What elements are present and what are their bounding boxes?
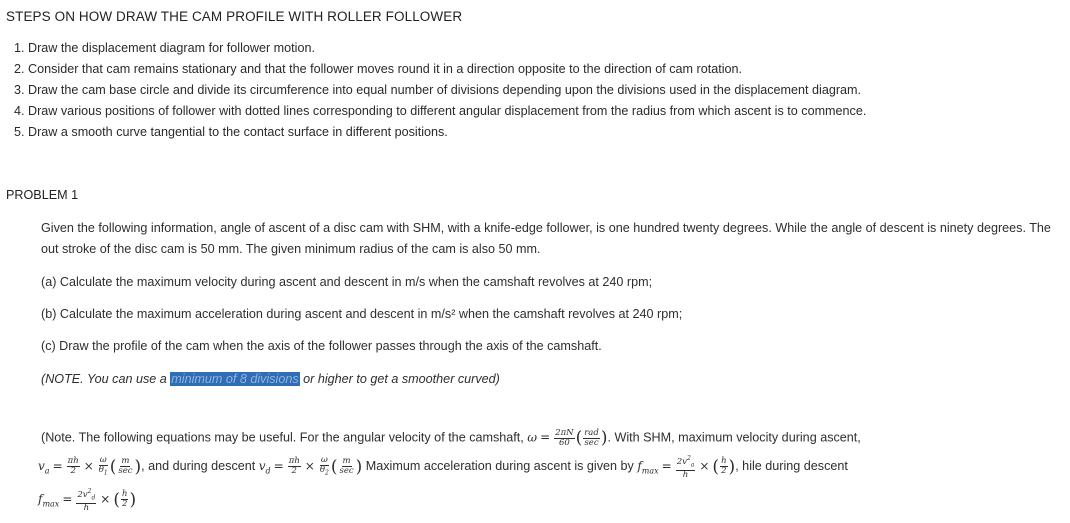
m-per-sec-unit-descent: $\frac{m}{\sec}$ bbox=[339, 456, 354, 477]
note-prefix: (NOTE. You can use a bbox=[41, 372, 171, 386]
times-sign: × bbox=[83, 459, 94, 474]
h-over-2-descent: $\frac{h}{2}$ bbox=[121, 489, 128, 510]
omega-over-theta1: $\frac{\omega}{\theta_1}$ bbox=[98, 454, 108, 477]
max-accel-text: Maximum acceleration during ascent is given by bbox=[362, 459, 638, 474]
equals-sign: = bbox=[540, 430, 551, 445]
fmax-symbol-descent: $f_{max}$ bbox=[38, 492, 60, 509]
problem-heading: PROBLEM 1 bbox=[6, 188, 79, 202]
hile-descent-text: , hile during descent bbox=[735, 459, 848, 474]
page-title: STEPS ON HOW DRAW THE CAM PROFILE WITH ROLLER FOLLOWER bbox=[6, 9, 463, 24]
unit-sec: sec bbox=[584, 437, 599, 448]
unit-rad: rad bbox=[584, 427, 599, 438]
two-va-squared-over-h: $\frac{2v^2_a}{h}$ bbox=[676, 455, 695, 480]
omega-numerator: 2πN bbox=[555, 427, 574, 438]
shm-velocity-text: . With SHM, maximum velocity during ascent, bbox=[607, 430, 861, 445]
pih-over-2: $\frac{\pi h}{2}$ bbox=[67, 456, 79, 477]
problem-part-b: (b) Calculate the maximum acceleration during ascent and descent in m/s² when the camshaft revolves at 240 rpm; bbox=[41, 307, 683, 321]
step-2: 2. Consider that cam remains stationary and that the follower moves round it in a direction opposite to the direction of cam rotation. bbox=[14, 62, 743, 76]
omega-denominator: 60 bbox=[558, 437, 570, 448]
problem-part-a: (a) Calculate the maximum velocity during ascent and descent in m/s when the camshaft revolves at 240 rpm; bbox=[41, 275, 653, 289]
note-highlight[interactable]: minimum of 8 divisions bbox=[171, 372, 299, 386]
equals-sign: = bbox=[52, 459, 63, 474]
equations-intro: (Note. The following equations may be useful. For the angular velocity of the camshaft, bbox=[41, 430, 528, 445]
two-vd-squared-over-h: $\frac{2v^2_d}{h}$ bbox=[77, 488, 96, 513]
step-5: 5. Draw a smooth curve tangential to the contact surface in different positions. bbox=[14, 125, 448, 139]
problem-intro: Given the following information, angle of ascent of a disc cam with SHM, with a knife-edge follower, is one hundred twenty degrees. While the angle of descent is ninety degrees. The out stroke of the disc cam is 50 mm. The given minimum radius of the cam is also 50 mm. bbox=[41, 221, 1051, 256]
vd-symbol: $v_d$ bbox=[258, 459, 271, 476]
fmax-symbol: $f_{max}$ bbox=[637, 459, 659, 476]
m-per-sec-unit: $\frac{m}{\sec}$ bbox=[118, 456, 133, 477]
equation-line-3: $f_{max}$ = $\frac{2v^2_d}{h}$ × ( $\frac{h}{2}$ ) bbox=[38, 488, 137, 513]
step-4: 4. Draw various positions of follower with dotted lines corresponding to different angular displacement from the radius from which ascent is to commence. bbox=[14, 104, 867, 118]
rad-per-sec-unit bbox=[583, 429, 600, 448]
note-suffix: or higher to get a smoother curved) bbox=[299, 372, 500, 386]
problem-part-c: (c) Draw the profile of the cam when the axis of the follower passes through the axis of the camshaft. bbox=[41, 339, 602, 353]
h-over-2: $\frac{h}{2}$ bbox=[721, 456, 727, 477]
omega-fraction bbox=[554, 429, 574, 448]
equation-line-2: $v_a$ = $\frac{\pi h}{2}$ × $\frac{\omega}{\theta_1}$ ( $\frac{m}{\sec}$ ), and during descent $v_d$ = $\frac{\pi h}{2}$ × $\frac{\omega}{\theta_2}$ ( $\frac{m}{\sec}$ ) Maximum acceleration during ascent is given by $f_{max}$ = $\frac{2v^2_a}{h}$ × ( $\frac{h}{2}$ ), hile during descent bbox=[38, 454, 848, 480]
step-1: 1. Draw the displacement diagram for follower motion. bbox=[14, 41, 315, 55]
va-symbol: $v_a$ bbox=[38, 459, 50, 476]
omega-symbol: ω bbox=[527, 430, 538, 445]
equation-line-1: (Note. The following equations may be useful. For the angular velocity of the camshaft, ω = $\frac{2\pi N}{60}$ ( $\frac{\text{rad}}{\sec}$ ). With SHM, maximum velocity during ascent, bbox=[41, 427, 861, 448]
step-3: 3. Draw the cam base circle and divide its circumference into equal number of divisions depending upon the divisions used in the displacement diagram. bbox=[14, 83, 862, 97]
pih-over-2-descent: $\frac{\pi h}{2}$ bbox=[288, 456, 300, 477]
omega-over-theta2: $\frac{\omega}{\theta_2}$ bbox=[319, 454, 329, 477]
during-descent-text: , and during descent bbox=[141, 459, 259, 474]
problem-note bbox=[41, 369, 500, 390]
